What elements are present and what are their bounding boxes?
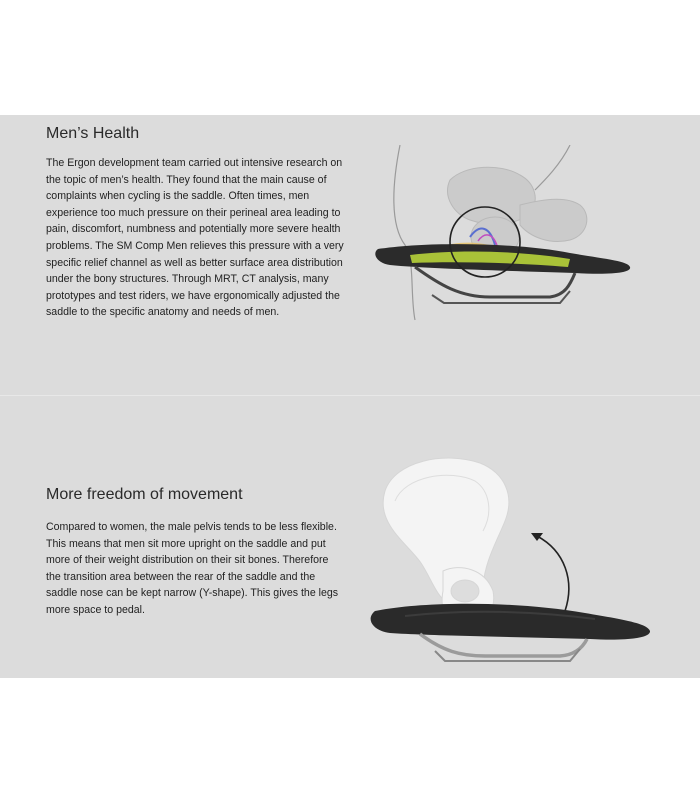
bottom-band [0,678,700,800]
section-body: The Ergon development team carried out intensive research on the topic of men’s health. They found that the main cause of complaints when cycling is the saddle. Often times, men experience too much pressure on their perineal area leading to pain, discomfort, numbness and potentially more severe health problems. The SM Comp Men relieves this pressure with a very specific relief channel as well as better surface area distribution under the bony structures. Through MRT, CT analysis, many prototypes and test riders, we have ergonomically adjusted the saddle to the specific anatomy and needs of men. [46,157,344,319]
top-band [0,0,700,115]
section-body: Compared to women, the male pelvis tends to be less flexible. This means that men sit more upright on the saddle and put more of their weight distribution on their sit bones. Therefore the transition area between the rear of the saddle and the saddle nose can be kept narrow (Y-shape). This gives the legs more space to pedal. [46,521,339,616]
section-heading: More freedom of movement [46,486,243,503]
saddle-shape [371,604,650,640]
pelvis-saddle-illustration [365,451,655,666]
rotation-arrow [537,536,569,611]
freedom-of-movement-section [0,395,700,679]
saddle-pressure-illustration [370,145,650,330]
section-heading: Men’s Health [46,125,140,142]
mens-health-section [0,115,700,395]
pelvis-bone [383,458,509,627]
